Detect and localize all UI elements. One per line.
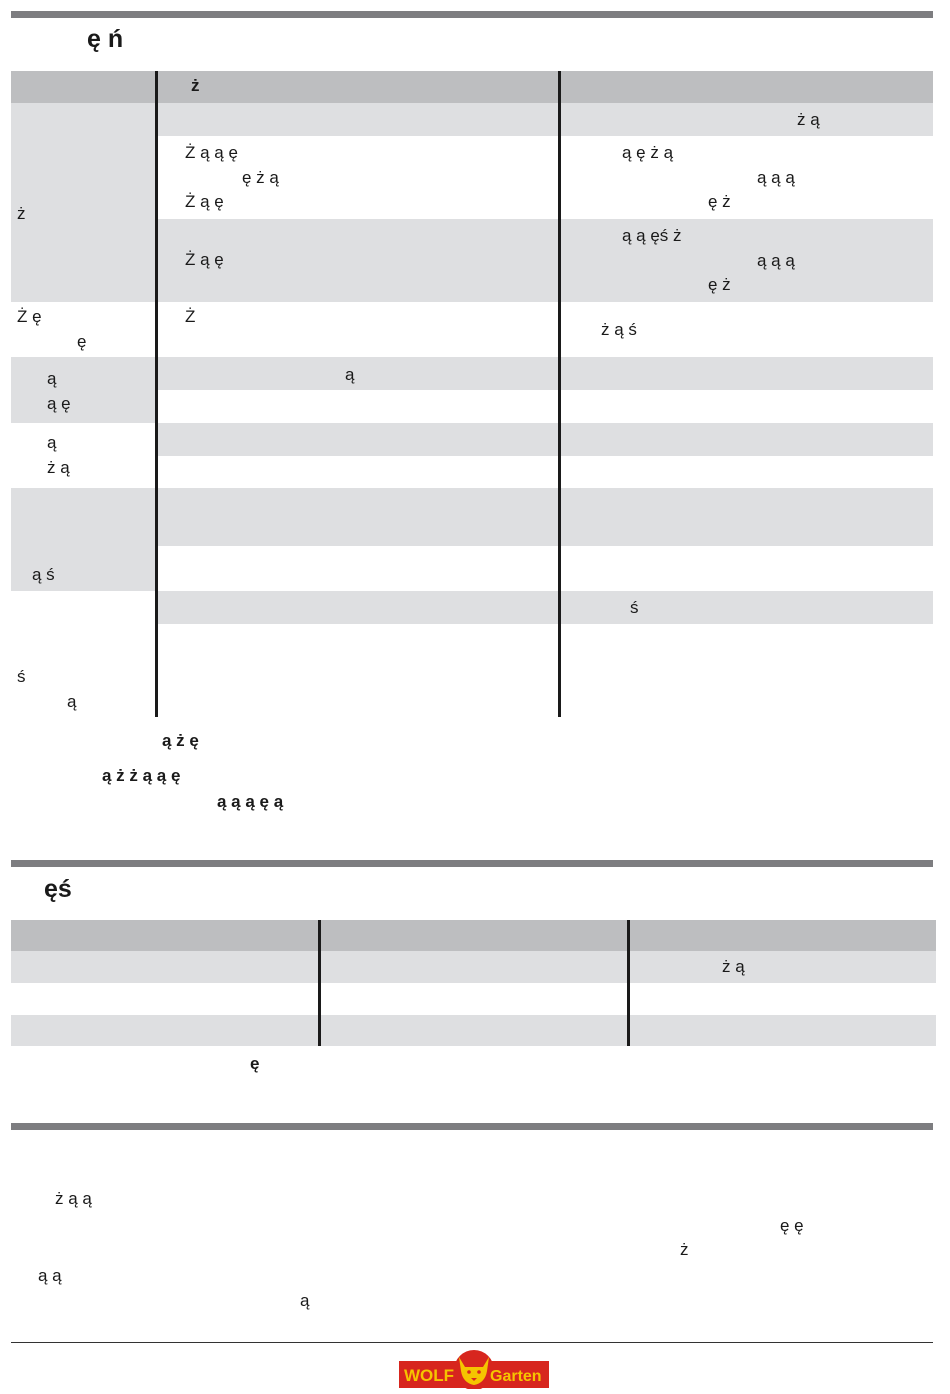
section2-title: ęś (44, 875, 72, 903)
header-label: ż (191, 76, 200, 95)
cell-text: ą ą ą (757, 168, 795, 187)
body-line: ż (680, 1240, 689, 1259)
body-line: ż ą ą (55, 1189, 92, 1208)
logo-graphic (399, 1347, 549, 1389)
row-label: ę (77, 332, 87, 351)
footnote-line: ą ż ę (162, 731, 199, 750)
table-row (11, 357, 933, 390)
col1-shade (11, 103, 155, 302)
row-label: Ż ę (17, 307, 42, 326)
cell-text: ż ą (797, 110, 820, 129)
logo-text-right: Garten (490, 1368, 542, 1385)
column-divider (318, 920, 321, 1046)
cell-text: ą (345, 365, 355, 384)
col1-shade (11, 390, 155, 423)
section2-note: ę (250, 1054, 260, 1073)
cell-text: Ż ą ę (185, 192, 224, 211)
table-row (158, 591, 933, 624)
row-label: ą ś (32, 565, 55, 584)
cell-text: ą ą ęś ż (622, 226, 682, 245)
column-divider (155, 71, 158, 717)
cell-text: Ż ą ę (185, 250, 224, 269)
footnote-line: ą ą ą ę ą (217, 792, 284, 811)
section3-rule (11, 1123, 933, 1130)
row-label: ż (17, 204, 26, 223)
footer-rule (11, 1342, 933, 1343)
row-label: ą (47, 369, 57, 388)
body-line: ą ą (38, 1266, 62, 1285)
cell-text: Ż ą ą ę (185, 143, 238, 162)
cell-text: ę ż ą (242, 168, 279, 187)
wolf-garten-logo (399, 1347, 549, 1389)
column-divider (627, 920, 630, 1046)
table-row (11, 951, 936, 983)
row-label: ą (67, 692, 77, 711)
table-row (158, 219, 933, 302)
cell-text: ś (630, 598, 639, 617)
footnote-line: ą ż ż ą ą ę (102, 766, 181, 785)
body-line: ą (300, 1291, 310, 1310)
cell-text: ż ą (722, 957, 745, 976)
body-line: ę ę (780, 1216, 804, 1235)
table-header-row (11, 71, 933, 103)
cell-text: ę ż (708, 192, 731, 211)
table-row (11, 1015, 936, 1046)
cell-text: ż ą ś (601, 320, 637, 339)
column-divider (558, 71, 561, 717)
row-label: ś (17, 667, 26, 686)
section1-title: ę ń (87, 25, 124, 53)
row-label: ą ę (47, 394, 71, 413)
cell-text: ę ż (708, 275, 731, 294)
row-label: ż ą (47, 458, 70, 477)
cell-text: Ż (185, 307, 196, 326)
table-header-row (11, 920, 936, 951)
logo-text-left: WOLF (404, 1366, 455, 1385)
table-row (158, 423, 933, 456)
section2-rule (11, 860, 933, 867)
section1-rule (11, 11, 933, 18)
table-row (11, 488, 933, 546)
cell-text: ą ą ą (757, 251, 795, 270)
row-label: ą (47, 433, 57, 452)
cell-text: ą ę ż ą (622, 143, 674, 162)
